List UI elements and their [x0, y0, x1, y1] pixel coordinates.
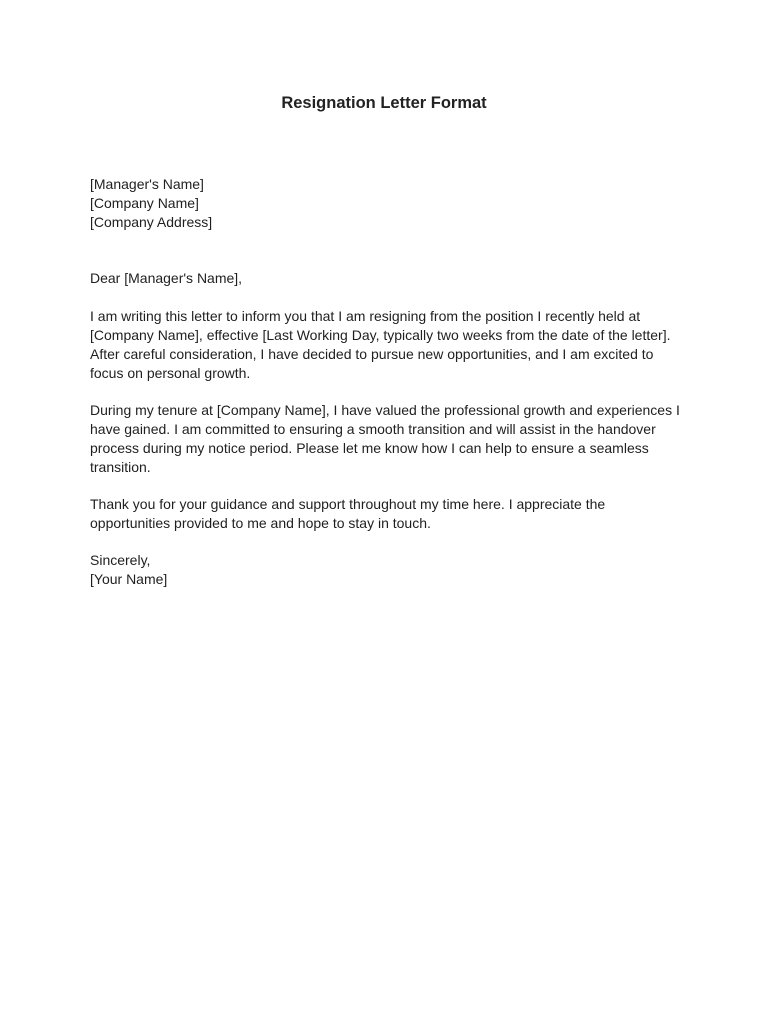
paragraph-line: opportunities provided to me and hope to stay in touch.: [90, 515, 431, 531]
document-title: Resignation Letter Format: [281, 94, 487, 112]
paragraph-line: I am writing this letter to inform you that I am resigning from the position I recently held at: [90, 308, 641, 324]
paragraph-line: process during my notice period. Please let me know how I can help to ensure a seamless: [90, 440, 649, 456]
paragraph-transition: [90, 401, 690, 477]
paragraph-line: During my tenure at [Company Name], I have valued the professional growth and experiences I: [90, 402, 680, 418]
closing: Sincerely,: [90, 552, 151, 568]
closing-block: [90, 551, 690, 589]
paragraph-line: After careful consideration, I have decided to pursue new opportunities, and I am excited to: [90, 346, 654, 362]
paragraph-thanks: [90, 495, 690, 533]
paragraph-line: transition.: [90, 459, 151, 475]
paragraph-line: have gained. I am committed to ensuring a smooth transition and will assist in the handover: [90, 421, 656, 437]
signature: [Your Name]: [90, 571, 168, 587]
salutation: Dear [Manager's Name],: [90, 270, 243, 286]
paragraph-line: focus on personal growth.: [90, 365, 251, 381]
paragraph-line: [Company Name], effective [Last Working Day, typically two weeks from the date of the letter].: [90, 327, 671, 343]
address-line-company: [Company Name]: [90, 195, 199, 211]
paragraph-line: Thank you for your guidance and support throughout my time here. I appreciate the: [90, 496, 606, 512]
address-line-company-address: [Company Address]: [90, 214, 213, 230]
recipient-address-block: [90, 175, 690, 232]
paragraph-resignation-notice: [90, 307, 690, 383]
address-line-manager: [Manager's Name]: [90, 176, 204, 192]
